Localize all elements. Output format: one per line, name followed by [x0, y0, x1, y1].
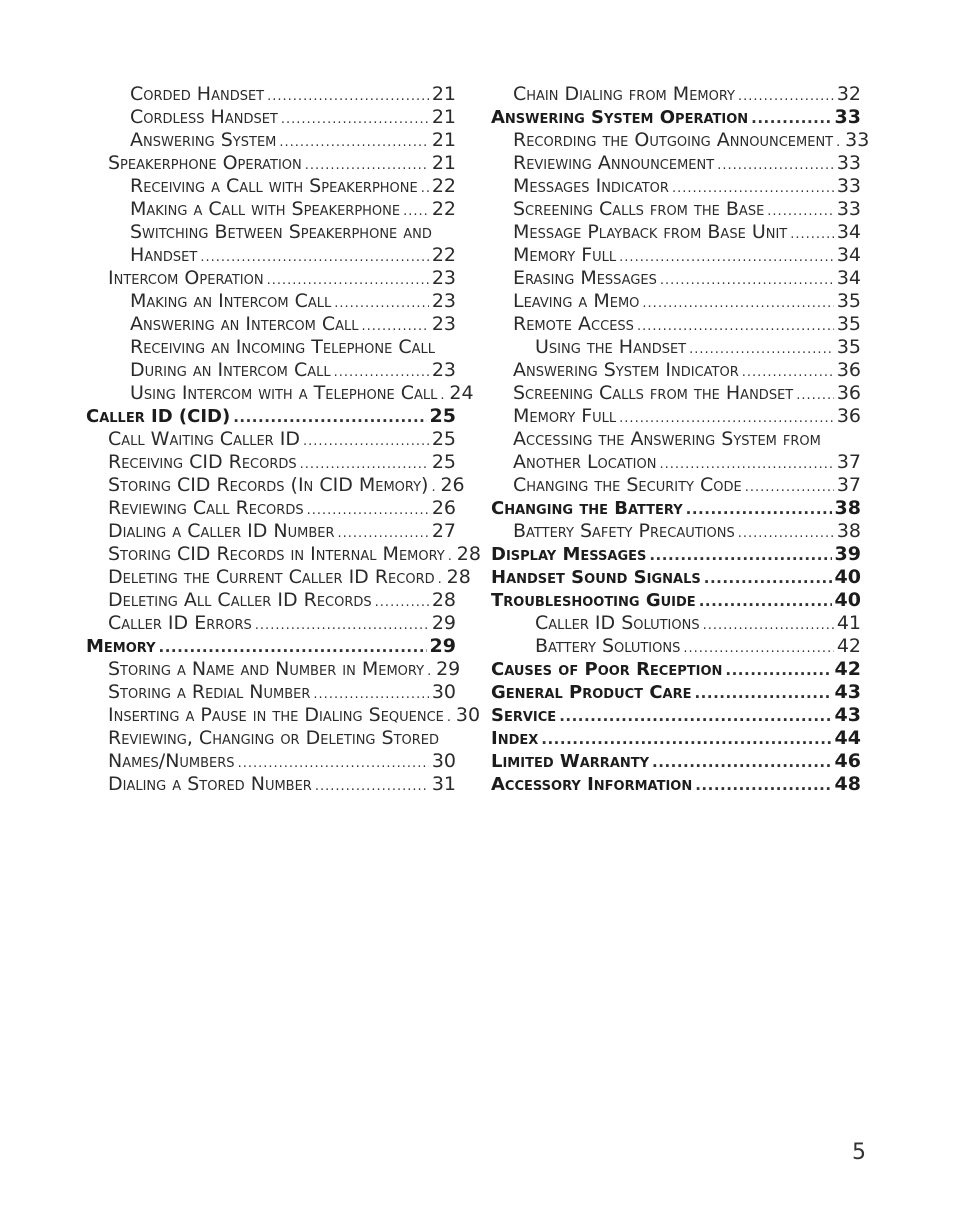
toc-entry-page: 23: [431, 313, 456, 335]
dot-leader: [699, 590, 832, 613]
toc-entry: [86, 290, 456, 313]
dot-leader: [652, 751, 832, 774]
toc-entry-title: Changing the Battery: [491, 498, 683, 519]
toc-entry: [491, 129, 870, 152]
dot-leader: [836, 131, 842, 154]
toc-section-entry: [491, 727, 861, 750]
toc-entry-title: Battery Solutions: [535, 635, 681, 657]
toc-entry: [86, 83, 456, 106]
toc-entry-page: 44: [834, 727, 861, 749]
toc-section-entry: [491, 704, 861, 727]
toc-section-entry: [491, 750, 861, 773]
toc-entry-title: Memory Full: [513, 244, 617, 266]
toc-entry-page: 37: [836, 474, 861, 496]
toc-entry: [491, 382, 861, 405]
toc-entry: [86, 198, 456, 221]
toc-entry: [86, 336, 456, 359]
toc-entry-page: 36: [836, 405, 861, 427]
toc-entry-page: 22: [431, 175, 456, 197]
toc-entry: [491, 336, 861, 359]
toc-entry-page: 25: [431, 451, 456, 473]
dot-leader: [649, 544, 831, 567]
toc-entry: [86, 704, 481, 727]
dot-leader: [361, 315, 428, 338]
dot-leader: [313, 683, 428, 706]
toc-entry-title: Screening Calls from the Base: [513, 198, 765, 220]
dot-leader: [375, 591, 429, 614]
toc-entry-title: Receiving a Call with Speakerphone: [130, 175, 418, 197]
toc-entry-title: Cordless Handset: [130, 106, 278, 128]
toc-entry-title: Message Playback from Base Unit: [513, 221, 788, 243]
dot-leader: [448, 545, 454, 568]
toc-entry-page: 34: [836, 244, 861, 266]
toc-entry: [86, 152, 456, 175]
toc-entry: [491, 83, 861, 106]
dot-leader: [695, 774, 831, 797]
dot-leader: [427, 660, 433, 683]
dot-leader: [440, 384, 446, 407]
toc-entry: [86, 129, 456, 152]
dot-leader: [790, 223, 834, 246]
dot-leader: [281, 108, 429, 131]
toc-entry: [491, 198, 861, 221]
toc-entry: [86, 520, 456, 543]
toc-entry-page: 23: [431, 359, 456, 381]
dot-leader: [683, 637, 833, 660]
toc-entry-title: Handset Sound Signals: [491, 567, 701, 588]
toc-entry-title: Switching Between Speakerphone and: [130, 221, 432, 243]
toc-entry-page: 33: [836, 198, 861, 220]
toc-entry-title: Names/Numbers: [108, 750, 235, 772]
toc-entry-page: 42: [836, 635, 861, 657]
toc-entry-title: Causes of Poor Reception: [491, 659, 723, 680]
toc-entry-title: Troubleshooting Guide: [491, 590, 696, 611]
toc-entry: [86, 727, 456, 750]
toc-entry-title: Accessing the Answering System from: [513, 428, 821, 450]
dot-leader: [689, 338, 834, 361]
dot-leader: [738, 85, 834, 108]
toc-entry: [86, 106, 456, 129]
dot-leader: [619, 407, 834, 430]
dot-leader: [255, 614, 429, 637]
dot-leader: [767, 200, 834, 223]
toc-entry: [491, 405, 861, 428]
toc-section-entry: [491, 589, 861, 612]
toc-entry: [86, 382, 474, 405]
toc-entry-title: Index: [491, 728, 539, 749]
toc-entry: [86, 750, 456, 773]
toc-entry-title: Messages Indicator: [513, 175, 669, 197]
toc-entry: [86, 589, 456, 612]
dot-leader: [238, 752, 429, 775]
toc-entry-page: 33: [845, 129, 870, 151]
toc-entry-page: 36: [836, 382, 861, 404]
toc-section-entry: [491, 106, 861, 129]
toc-entry-page: 48: [834, 773, 861, 795]
dot-leader: [559, 705, 831, 728]
toc-entry-page: 42: [834, 658, 861, 680]
toc-right-column: [491, 83, 870, 796]
dot-leader: [267, 269, 429, 292]
toc-entry-page: 23: [431, 267, 456, 289]
toc-section-entry: [491, 566, 861, 589]
dot-leader: [300, 453, 429, 476]
toc-entry: [86, 175, 456, 198]
toc-section-entry: [491, 497, 861, 520]
toc-entry-title: Answering System Indicator: [513, 359, 739, 381]
toc-entry: [491, 313, 861, 336]
toc-entry-title: Handset: [130, 244, 198, 266]
toc-entry: [86, 543, 481, 566]
toc-entry-page: 21: [431, 129, 456, 151]
toc-entry: [491, 612, 861, 635]
toc-entry-page: 24: [449, 382, 474, 404]
toc-entry: [86, 773, 456, 796]
toc-entry-title: General Product Care: [491, 682, 692, 703]
dot-leader: [438, 568, 444, 591]
toc-entry: [86, 244, 456, 267]
toc-entry-page: 28: [456, 543, 481, 565]
toc-entry-page: 28: [446, 566, 471, 588]
toc-entry-page: 27: [431, 520, 456, 542]
dot-leader: [637, 315, 834, 338]
dot-leader: [403, 200, 429, 223]
toc-entry-page: 35: [836, 336, 861, 358]
toc-entry: [86, 428, 456, 451]
toc-entry: [86, 267, 456, 290]
toc-entry-page: 40: [834, 589, 861, 611]
toc-entry: [86, 359, 456, 382]
dot-leader: [751, 107, 831, 130]
toc-entry-title: Memory Full: [513, 405, 617, 427]
toc-entry-page: 28: [431, 589, 456, 611]
toc-entry: [491, 520, 861, 543]
toc-entry-page: 30: [431, 750, 456, 772]
dot-leader: [660, 269, 834, 292]
toc-entry: [86, 313, 456, 336]
toc-entry-page: 34: [836, 267, 861, 289]
toc-entry-page: 31: [431, 773, 456, 795]
dot-leader: [303, 430, 429, 453]
toc-entry-page: 30: [455, 704, 481, 726]
toc-entry-title: Receiving an Incoming Telephone Call: [130, 336, 436, 358]
toc-entry-page: 33: [834, 106, 861, 128]
toc-entry-page: 30: [431, 681, 456, 703]
toc-entry-title: Accessory Information: [491, 774, 693, 795]
toc-entry: [86, 474, 465, 497]
toc-entry-title: Call Waiting Caller ID: [108, 428, 300, 450]
toc-section-entry: [491, 658, 861, 681]
toc-entry-title: Battery Safety Precautions: [513, 520, 735, 542]
toc-entry: [491, 474, 861, 497]
toc-section-entry: [491, 543, 861, 566]
dot-leader: [738, 522, 834, 545]
toc-entry-page: 22: [431, 198, 456, 220]
dot-leader: [315, 775, 429, 798]
toc-entry-page: 21: [431, 83, 456, 105]
dot-leader: [447, 706, 453, 729]
toc-entry-page: 43: [834, 704, 861, 726]
toc-entry: [491, 290, 861, 313]
toc-entry-title: Corded Handset: [130, 83, 265, 105]
toc-section-entry: [491, 773, 861, 796]
toc-entry-title: Storing a Redial Number: [108, 681, 311, 703]
dot-leader: [672, 177, 834, 200]
toc-entry-title: Display Messages: [491, 544, 647, 565]
toc-entry: [86, 221, 456, 244]
toc-entry-title: Deleting the Current Caller ID Record: [108, 566, 435, 588]
toc-entry-title: Storing CID Records in Internal Memory: [108, 543, 445, 565]
toc-entry-title: Reviewing Call Records: [108, 497, 304, 519]
toc-entry-title: Caller ID (CID): [86, 406, 231, 427]
toc-entry-title: Making an Intercom Call: [130, 290, 332, 312]
toc-entry-page: 29: [429, 635, 456, 657]
toc-entry-page: 25: [429, 405, 456, 427]
toc-entry-title: Answering an Intercom Call: [130, 313, 359, 335]
toc-entry-title: Another Location: [513, 451, 657, 473]
toc-entry-page: 35: [836, 313, 861, 335]
toc-left-column: [86, 83, 481, 796]
toc-entry: [491, 428, 861, 451]
dot-leader: [717, 154, 834, 177]
toc-entry-title: Limited Warranty: [491, 751, 650, 772]
toc-entry: [491, 152, 861, 175]
toc-entry-title: Reviewing, Changing or Deleting Stored: [108, 727, 440, 749]
toc-entry-title: Caller ID Errors: [108, 612, 252, 634]
toc-entry: [491, 267, 861, 290]
toc-entry-page: 21: [431, 106, 456, 128]
dot-leader: [541, 728, 831, 751]
dot-leader: [200, 246, 428, 269]
toc-entry-title: Changing the Security Code: [513, 474, 742, 496]
dot-leader: [725, 659, 831, 682]
toc-entry-title: Service: [491, 705, 557, 726]
toc-entry: [86, 451, 456, 474]
toc-entry: [86, 681, 456, 704]
dot-leader: [703, 614, 834, 637]
dot-leader: [233, 406, 426, 429]
toc-entry-page: 33: [836, 175, 861, 197]
dot-leader: [338, 522, 429, 545]
toc-entry-page: 40: [834, 566, 861, 588]
dot-leader: [159, 636, 427, 659]
page-number: 5: [852, 1140, 866, 1165]
dot-leader: [686, 498, 832, 521]
toc-entry-page: 34: [836, 221, 861, 243]
toc-entry: [491, 244, 861, 267]
toc-entry-title: Making a Call with Speakerphone: [130, 198, 401, 220]
toc-entry-page: 22: [431, 244, 456, 266]
dot-leader: [305, 154, 429, 177]
toc-entry: [491, 635, 861, 658]
toc-entry-page: 33: [836, 152, 861, 174]
toc-entry-title: Storing a Name and Number in Memory: [108, 658, 425, 680]
toc-section-entry: [86, 635, 456, 658]
toc-entry-page: 41: [836, 612, 861, 634]
toc-entry-page: 32: [836, 83, 861, 105]
toc-entry-page: 38: [834, 497, 861, 519]
toc-section-entry: [86, 405, 456, 428]
toc-entry-title: Answering System Operation: [491, 107, 749, 128]
toc-entry-page: 43: [834, 681, 861, 703]
toc-entry-title: Caller ID Solutions: [535, 612, 700, 634]
toc-entry-title: Chain Dialing from Memory: [513, 83, 736, 105]
dot-leader: [421, 177, 429, 200]
dot-leader: [431, 476, 437, 499]
toc-entry-page: 29: [436, 658, 461, 680]
toc-entry-page: 38: [836, 520, 861, 542]
toc-entry-title: Intercom Operation: [108, 267, 264, 289]
toc-entry-title: Leaving a Memo: [513, 290, 640, 312]
toc-entry: [491, 175, 861, 198]
toc-entry-page: 37: [836, 451, 861, 473]
toc-entry: [491, 359, 861, 382]
toc-entry: [86, 566, 471, 589]
dot-leader: [334, 292, 429, 315]
toc-entry: [491, 451, 861, 474]
toc-entry-title: During an Intercom Call: [130, 359, 331, 381]
toc-entry-title: Dialing a Stored Number: [108, 773, 312, 795]
toc-entry-title: Storing CID Records (In CID Memory): [108, 474, 429, 496]
toc-entry-title: Screening Calls from the Handset: [513, 382, 794, 404]
toc-entry-page: 26: [431, 497, 456, 519]
toc-entry-page: 23: [431, 290, 456, 312]
toc-entry-page: 39: [834, 543, 861, 565]
toc-entry-page: 26: [440, 474, 465, 496]
dot-leader: [704, 567, 832, 590]
toc-entry-title: Memory: [86, 636, 156, 657]
dot-leader: [642, 292, 833, 315]
dot-leader: [334, 361, 429, 384]
toc-entry-title: Reviewing Announcement: [513, 152, 715, 174]
dot-leader: [742, 361, 834, 384]
dot-leader: [307, 499, 429, 522]
toc-entry-page: 25: [431, 428, 456, 450]
toc-entry-page: 21: [431, 152, 456, 174]
dot-leader: [267, 85, 429, 108]
toc-entry-title: Dialing a Caller ID Number: [108, 520, 335, 542]
toc-entry-page: 46: [834, 750, 861, 772]
toc-entry-title: Recording the Outgoing Announcement: [513, 129, 834, 151]
toc-entry: [86, 612, 456, 635]
dot-leader: [694, 682, 831, 705]
toc-entry-page: 35: [836, 290, 861, 312]
toc-entry-title: Speakerphone Operation: [108, 152, 302, 174]
toc-entry: [86, 658, 461, 681]
toc-entry-page: 29: [431, 612, 456, 634]
toc-entry-title: Remote Access: [513, 313, 634, 335]
toc-entry-title: Inserting a Pause in the Dialing Sequence: [108, 704, 444, 726]
dot-leader: [745, 476, 834, 499]
dot-leader: [279, 131, 428, 154]
toc-entry: [491, 221, 861, 244]
toc-entry-title: Erasing Messages: [513, 267, 657, 289]
dot-leader: [659, 453, 833, 476]
toc-entry-title: Answering System: [130, 129, 277, 151]
toc-entry-page: 36: [836, 359, 861, 381]
dot-leader: [796, 384, 834, 407]
toc-entry-title: Using Intercom with a Telephone Call: [130, 382, 438, 404]
toc-entry-title: Deleting All Caller ID Records: [108, 589, 372, 611]
toc-entry-title: Using the Handset: [535, 336, 687, 358]
toc-entry-title: Receiving CID Records: [108, 451, 297, 473]
toc-entry: [86, 497, 456, 520]
toc-section-entry: [491, 681, 861, 704]
dot-leader: [619, 246, 834, 269]
